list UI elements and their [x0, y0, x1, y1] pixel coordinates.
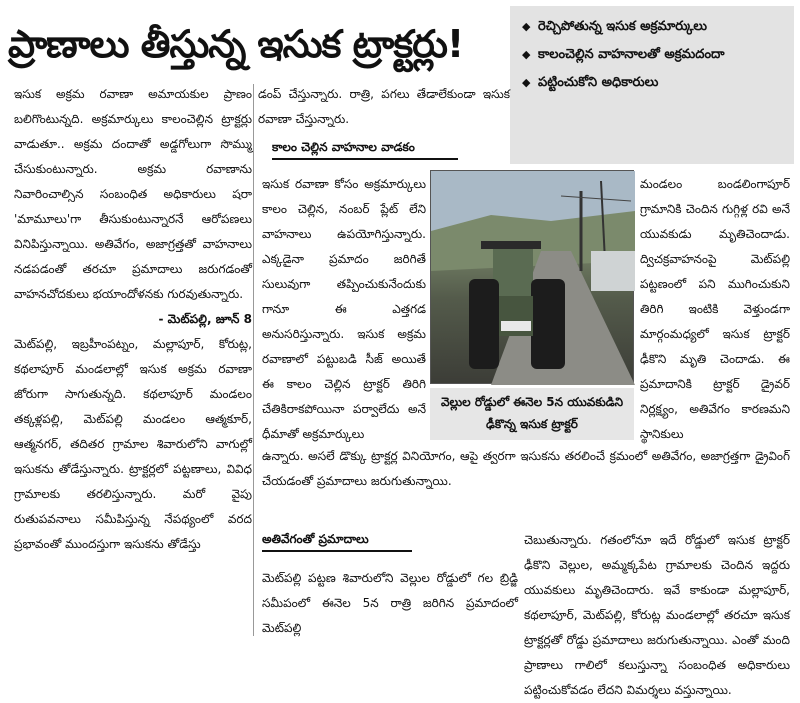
highlight-item [522, 42, 786, 67]
accident-paragraph: మండలం బండలింగాపూర్‌ గ్రామానికి చెందిన గుగ్గిళ్ల రవి అనే యువకుడు మృతిచెందాడు. ద్విచక్రవాహనంపై మెట్‌పల్లి పట్టణంలో పని ముగించుకుని తిరిగి ఇంటికి వెళ్తుండగా మార్గంమధ్యలో ఇసుక ట్రాక్టర్‌ ఢీకొని మృతి చెందాడు. ఈ ప్రమాదానికి ట్రాక్టర్‌ డ్రైవర్‌ నిర్లక్ష్యం, అతివేగం కారణమని స్థానికులు [640, 177, 790, 441]
bullet-icon: ◆ [522, 76, 531, 89]
wide-paragraph: ఉన్నారు. అసలే డొక్కు ట్రాక్టర్ల వినియోగం, ఆపై త్వరగా ఇసుకను తరలించే క్రమంలో అతివేగం, అజాగ్రత్తగా డ్రైవింగ్‌ చేయడంతో ప్రమాదాలు జరుగుతున్నాయి. [262, 449, 790, 488]
tractor-photo [430, 170, 634, 384]
highlight-text: పట్టించుకోని అధికారులు [538, 75, 659, 90]
subheading-vehicles: కాలం చెల్లిన వాహనాల వాడకం [272, 138, 458, 160]
column-divider [253, 84, 254, 636]
photo-caption: వెల్లుల రోడ్డులో ఈనెల 5న యువకుడిని ఢీకొన్న ఇసుక ట్రాక్టర్‌ [430, 388, 634, 440]
dateline: - మెట్‌పల్లి, జూన్‌ 8 [158, 312, 252, 326]
highlight-item [522, 14, 786, 39]
dump-paragraph: డంప్‌ చేస్తున్నారు. రాత్రి, పగలు తేడాలేకుండా ఇసుక రవాణా చేస్తున్నారు. [258, 87, 510, 126]
bullet-icon: ◆ [522, 48, 531, 61]
subheading-speed: అతివేగంతో ప్రమాదాలు [262, 530, 412, 552]
bottom-right-paragraph: చెబుతున్నారు. గతంలోనూ ఇదే రోడ్డులో ఇసుక ట్రాక్టర్‌ ఢీకొని వెల్లుల, అమ్మక్కపేట గ్రామాలకు చెందిన ఇద్దరు యువకులు మృతిచెందారు. ఇవే కాకుండా మల్లాపూర్‌, కథలాపూర్‌, మెట్‌పల్లి, కోరుట్ల మండలాల్లో తరచూ ఇసుక ట్రాక్టర్లతో రోడ్డు ప్రమాదాలు జరుగుతున్నాయి. ఎంతో మంది ప్రాణాలు గాలిలో కలుస్తున్నా సంబంధిత అధికారులు పట్టించుకోవడం లేదని విమర్శలు వస్తున్నాయి. [524, 533, 790, 697]
highlight-text: రెచ్చిపోతున్న ఇసుక అక్రమార్కులు [538, 19, 708, 34]
tractor-illustration [431, 171, 635, 385]
headline: ప్రాణాలు తీస్తున్న ఇసుక ట్రాక్టర్లు! [8, 22, 464, 66]
bullet-icon: ◆ [522, 20, 531, 33]
column-left [14, 82, 252, 637]
vehicles-paragraph: ఇసుక రవాణా కోసం అక్రమార్కులు కాలం చెల్లిన, నంబర్‌ ప్లేట్‌ లేని వాహనాలు ఉపయోగిస్తున్నారు. ఎక్కడైనా ప్రమాదం జరిగితే సులువుగా తప్పించుకునేందుకు గానూ ఈ ఎత్తగడ అనుసరిస్తున్నారు. ఇసుక అక్రమ రవాణాలో పట్టుబడి సీజ్‌ అయితే ఈ కాలం చెల్లిన ట్రాక్టర్‌ తిరిగి చేతికిరాకపోయినా పర్వాలేదు అనే ధీమాతో అక్రమార్కులు [262, 177, 426, 441]
intro-paragraph: ఇసుక అక్రమ రవాణా అమాయకుల ప్రాణం బలిగొంటున్నది. అక్రమార్కులు కాలంచెల్లిన ట్రాక్టర్లు వాడుతూ.. అక్రమ దందాతో అడ్డగోలుగా సొమ్ము చేసుకుంటున్నారు. అక్రమ రవాణాను నివారించాల్సిన సంబంధిత అధికారులు షరా 'మామూలు'గా తీసుకుంటున్నారనే ఆరోపణలు వినిపిస్తున్నాయి. అతివేగం, అజాగ్రత్తతో వాహనాలు నడపడంతో తరచూ ప్రమాదాలు జరుగడంతో వాహనచోదకులు భయాందోళనకు గురవుతున్నారు. [14, 87, 252, 301]
highlight-text: కాలంచెల్లిన వాహనాలతో అక్రమదందా [538, 47, 725, 62]
places-paragraph: మెట్‌పల్లి, ఇబ్రహీంపట్నం, మల్లాపూర్‌, కోరుట్ల, కథలాపూర్‌ మండలాల్లో ఇసుక అక్రమ రవాణా జోరుగా సాగుతున్నది. కథలాపూర్‌ మండలం తక్కళ్లపల్లి, మెట్‌పల్లి మండలం ఆత్మకూర్‌, ఆత్మనగర్‌, తదితర గ్రామాల శివారులోని వాగుల్లో ఇసుకను తోడేస్తున్నారు. ట్రాక్టర్లలో పట్టణాలు, వివిధ గ్రామాలకు తరలిస్తున్నారు. మరో వైపు రుతుపవనాలు సమీపిస్తున్న నేపథ్యంలో వరద ప్రభావంతో ముందస్తుగా ఇసుకను తోడేస్తు [14, 337, 252, 551]
highlight-item [522, 70, 786, 95]
bottom-mid-paragraph: మెట్‌పల్లి పట్టణ శివారులోని వెల్లుల రోడ్డులో గల బ్రిడ్జి సమీపంలో ఈనెల 5న రాత్రి జరిగిన ప్రమాదంలో మెట్‌పల్లి [262, 571, 518, 635]
highlights-box [510, 6, 794, 164]
